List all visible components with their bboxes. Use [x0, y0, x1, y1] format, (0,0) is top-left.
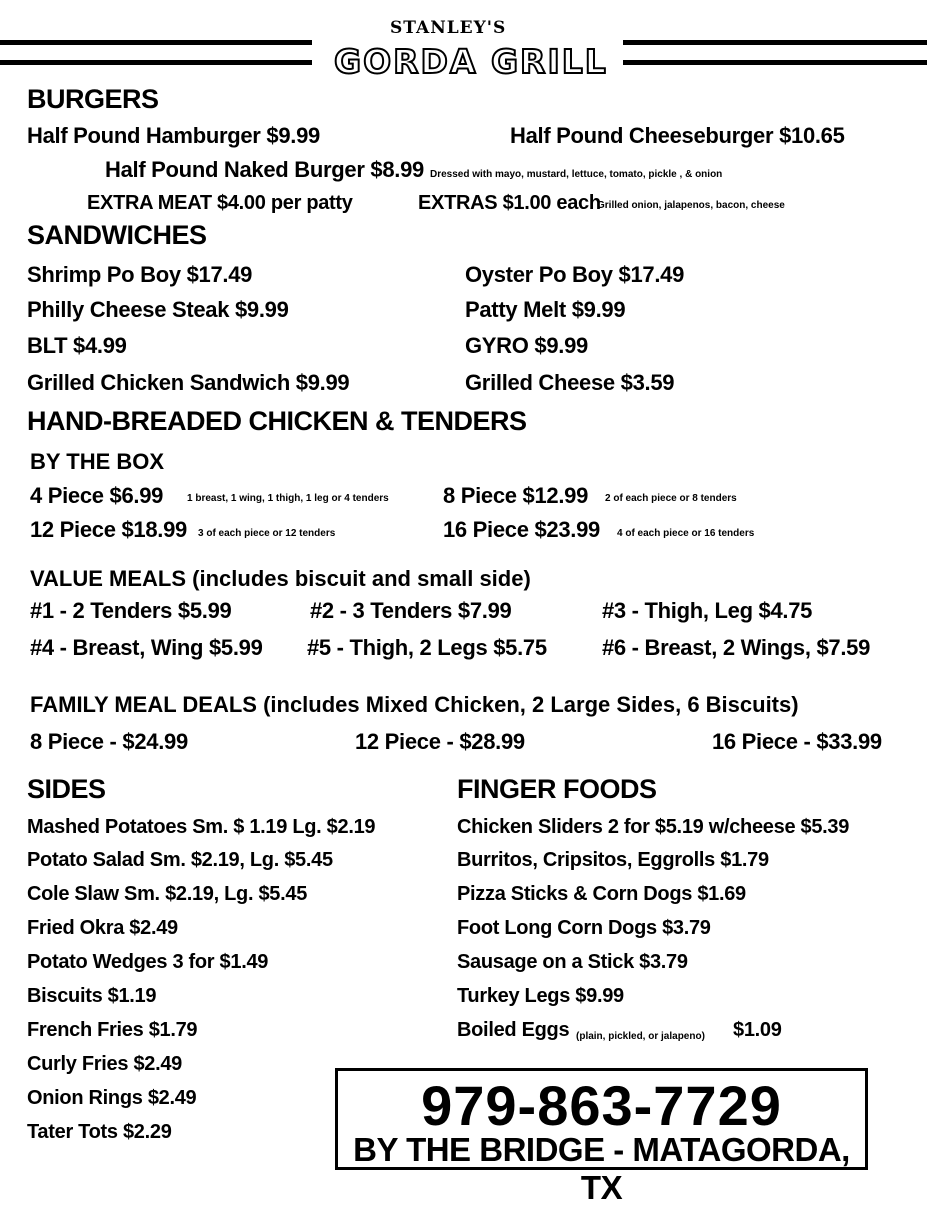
side-item: Biscuits $1.19 — [27, 985, 157, 1007]
burgers-heading: BURGERS — [27, 84, 159, 114]
menu-item-grilled-chicken-sandwich: Grilled Chicken Sandwich $9.99 — [27, 370, 350, 395]
side-item: Tater Tots $2.29 — [27, 1121, 172, 1143]
menu-item-8-piece: 8 Piece $12.99 — [443, 483, 589, 508]
menu-item-oyster-po-boy: Oyster Po Boy $17.49 — [465, 262, 685, 287]
location-text: BY THE BRIDGE - MATAGORDA, TX — [353, 1131, 850, 1206]
value-meal-2: #2 - 3 Tenders $7.99 — [310, 598, 512, 623]
family-meal-8-piece: 8 Piece - $24.99 — [30, 729, 188, 754]
menu-item-grilled-cheese: Grilled Cheese $3.59 — [465, 370, 675, 395]
side-item: Fried Okra $2.49 — [27, 917, 178, 939]
finger-food-item: Foot Long Corn Dogs $3.79 — [457, 917, 711, 939]
menu-item-philly-cheese-steak: Philly Cheese Steak $9.99 — [27, 297, 289, 322]
menu-item-patty-melt: Patty Melt $9.99 — [465, 297, 626, 322]
side-item: Curly Fries $2.49 — [27, 1053, 182, 1075]
finger-food-boiled-eggs: Boiled Eggs — [457, 1019, 570, 1041]
menu-item-12-piece: 12 Piece $18.99 — [30, 517, 187, 542]
boiled-eggs-note: (plain, pickled, or jalapeno) — [576, 1031, 705, 1042]
brand-top-text: STANLEY'S — [390, 18, 507, 38]
finger-food-item: Burritos, Cripsitos, Eggrolls $1.79 — [457, 849, 769, 871]
menu-item-half-cheeseburger: Half Pound Cheeseburger $10.65 — [510, 123, 845, 148]
side-item: Potato Wedges 3 for $1.49 — [27, 951, 269, 973]
boiled-eggs-price: $1.09 — [733, 1019, 782, 1041]
value-meal-4: #4 - Breast, Wing $5.99 — [30, 635, 263, 660]
side-item: Mashed Potatoes Sm. $ 1.19 Lg. $2.19 — [27, 816, 376, 838]
sandwiches-heading: SANDWICHES — [27, 220, 207, 250]
12-piece-note: 3 of each piece or 12 tenders — [198, 528, 336, 539]
finger-food-item: Pizza Sticks & Corn Dogs $1.69 — [457, 883, 746, 905]
menu-item-gyro: GYRO $9.99 — [465, 333, 588, 358]
menu-item-half-hamburger: Half Pound Hamburger $9.99 — [27, 123, 320, 148]
finger-food-item: Turkey Legs $9.99 — [457, 985, 624, 1007]
value-meal-3: #3 - Thigh, Leg $4.75 — [602, 598, 813, 623]
4-piece-note: 1 breast, 1 wing, 1 thigh, 1 leg or 4 tenders — [187, 493, 389, 504]
menu-item-extra-meat: EXTRA MEAT $4.00 per patty — [87, 192, 353, 214]
menu-item-16-piece: 16 Piece $23.99 — [443, 517, 600, 542]
chicken-heading: HAND-BREADED CHICKEN & TENDERS — [27, 406, 527, 436]
sides-heading: SIDES — [27, 774, 106, 804]
value-meal-6: #6 - Breast, 2 Wings, $7.59 — [602, 635, 871, 660]
extras-note: Grilled onion, jalapenos, bacon, cheese — [597, 200, 785, 211]
by-the-box-subheading: BY THE BOX — [30, 449, 165, 474]
menu-item-blt: BLT $4.99 — [27, 333, 127, 358]
phone-number: 979-863-7729 — [421, 1074, 782, 1137]
header-rule-right-bottom — [623, 60, 927, 65]
side-item: French Fries $1.79 — [27, 1019, 198, 1041]
side-item: Onion Rings $2.49 — [27, 1087, 197, 1109]
value-meal-5: #5 - Thigh, 2 Legs $5.75 — [307, 635, 547, 660]
family-meal-16-piece: 16 Piece - $33.99 — [712, 729, 882, 754]
value-meal-1: #1 - 2 Tenders $5.99 — [30, 598, 232, 623]
finger-food-item: Chicken Sliders 2 for $5.19 w/cheese $5.39 — [457, 816, 850, 838]
menu-item-extras: EXTRAS $1.00 each — [418, 192, 601, 214]
contact-box — [335, 1068, 868, 1206]
menu-item-naked-burger: Half Pound Naked Burger $8.99 — [105, 157, 424, 182]
finger-food-item: Sausage on a Stick $3.79 — [457, 951, 688, 973]
side-item: Potato Salad Sm. $2.19, Lg. $5.45 — [27, 849, 333, 871]
menu-item-shrimp-po-boy: Shrimp Po Boy $17.49 — [27, 262, 253, 287]
value-meals-heading: VALUE MEALS (includes biscuit and small side) — [30, 566, 531, 591]
family-meals-heading: FAMILY MEAL DEALS (includes Mixed Chicken, 2 Large Sides, 6 Biscuits) — [30, 692, 799, 717]
brand-logo-text: GORDA GRILL — [334, 42, 608, 81]
menu-item-4-piece: 4 Piece $6.99 — [30, 483, 164, 508]
header-rule-left-bottom — [0, 60, 312, 65]
header-rule-left-top — [0, 40, 312, 45]
16-piece-note: 4 of each piece or 16 tenders — [617, 528, 755, 539]
finger-foods-heading: FINGER FOODS — [457, 774, 657, 804]
side-item: Cole Slaw Sm. $2.19, Lg. $5.45 — [27, 883, 308, 905]
header-rule-right-top — [623, 40, 927, 45]
8-piece-note: 2 of each piece or 8 tenders — [605, 493, 737, 504]
naked-burger-note: Dressed with mayo, mustard, lettuce, tomato, pickle , & onion — [430, 169, 723, 180]
family-meal-12-piece: 12 Piece - $28.99 — [355, 729, 525, 754]
